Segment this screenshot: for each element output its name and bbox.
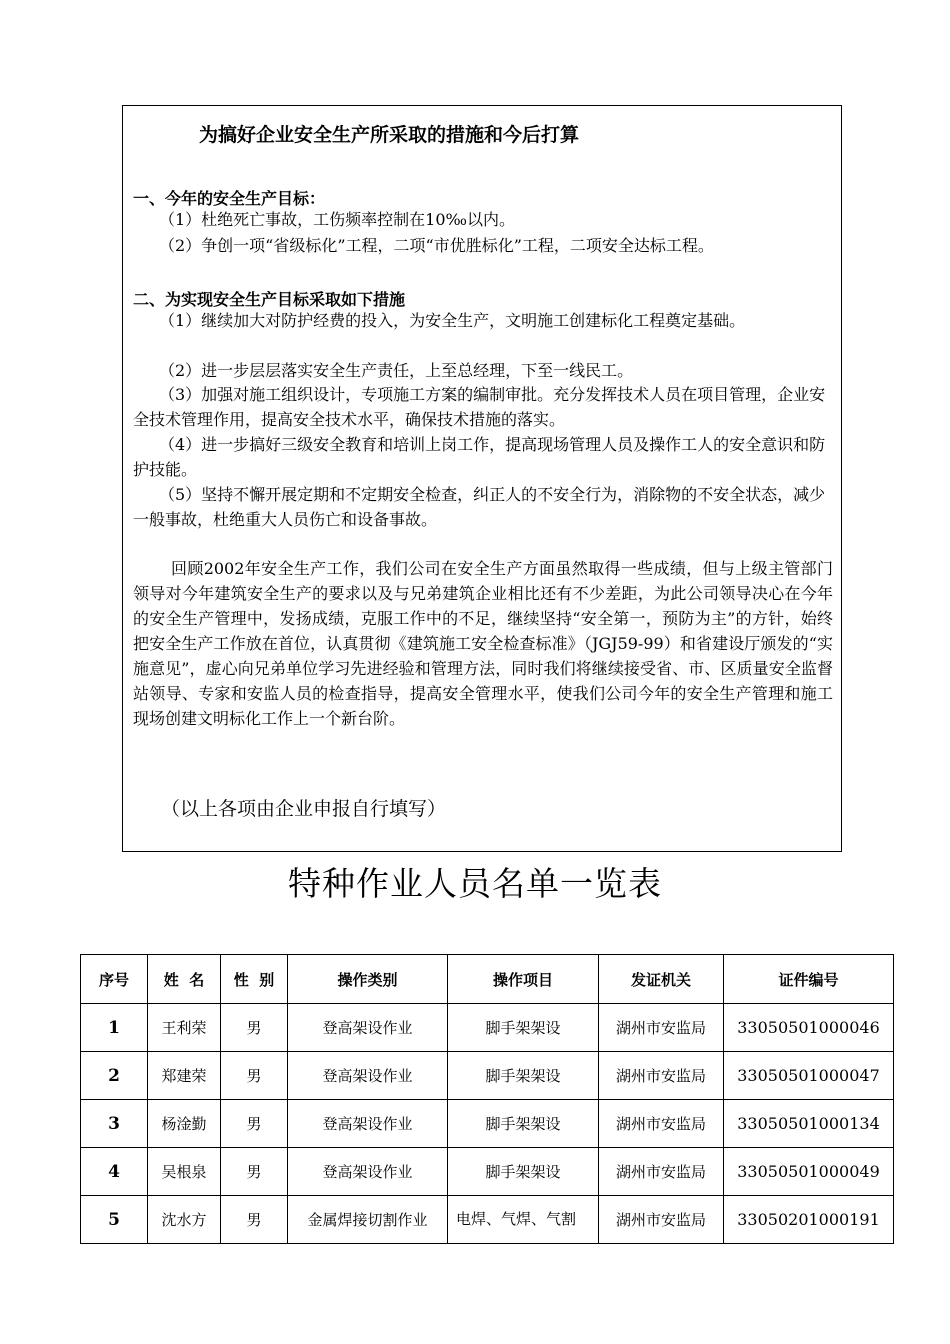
header-operation-item: 操作项目 xyxy=(448,955,599,1004)
row-issuing-authority: 湖州市安监局 xyxy=(599,1052,724,1100)
section1-heading: 一、今年的安全生产目标： xyxy=(133,189,326,208)
row-operation-item: 脚手架架设 xyxy=(448,1148,599,1196)
row-certificate-number: 33050501000047 xyxy=(724,1052,894,1100)
row-index: 3 xyxy=(81,1100,148,1148)
header-issuing-authority: 发证机关 xyxy=(599,955,724,1004)
header-operation-category: 操作类别 xyxy=(288,955,448,1004)
row-name: 杨淦勤 xyxy=(148,1100,221,1148)
row-index: 1 xyxy=(81,1004,148,1052)
fill-note: （以上各项由企业申报自行填写） xyxy=(161,798,447,820)
row-issuing-authority: 湖州市安监局 xyxy=(599,1196,724,1244)
section1-item-1: （1）杜绝死亡事故，工伤频率控制在10‰以内。 xyxy=(159,210,516,229)
table-row xyxy=(81,1148,894,1196)
row-gender: 男 xyxy=(221,1100,288,1148)
row-operation-item: 脚手架架设 xyxy=(448,1052,599,1100)
row-operation-item: 脚手架架设 xyxy=(448,1004,599,1052)
row-operation-category: 金属焊接切割作业 xyxy=(288,1196,448,1244)
row-name: 王利荣 xyxy=(148,1004,221,1052)
row-name: 吴根泉 xyxy=(148,1148,221,1196)
section2-heading: 二、为实现安全生产目标采取如下措施 xyxy=(133,290,406,309)
section2-item-3: （3）加强对施工组织设计，专项施工方案的编制审批。充分发挥技术人员在项目管理，企业安全技术管理作用，提高安全技术水平，确保技术措施的落实。 xyxy=(133,385,826,429)
section2-item-4: （4）进一步搞好三级安全教育和培训上岗工作，提高现场管理人员及操作工人的安全意识和防护技能。 xyxy=(133,435,826,479)
row-certificate-number: 33050201000191 xyxy=(724,1196,894,1244)
row-gender: 男 xyxy=(221,1004,288,1052)
row-certificate-number: 33050501000049 xyxy=(724,1148,894,1196)
row-operation-category: 登高架设作业 xyxy=(288,1148,448,1196)
row-operation-category: 登高架设作业 xyxy=(288,1100,448,1148)
section2-item-1: （1）继续加大对防护经费的投入，为安全生产，文明施工创建标化工程奠定基础。 xyxy=(159,311,746,330)
row-name: 郑建荣 xyxy=(148,1052,221,1100)
row-issuing-authority: 湖州市安监局 xyxy=(599,1004,724,1052)
row-gender: 男 xyxy=(221,1052,288,1100)
row-gender: 男 xyxy=(221,1148,288,1196)
safety-measures-box xyxy=(122,105,842,852)
review-paragraph: 回顾2002年安全生产工作，我们公司在安全生产方面虽然取得一些成绩，但与上级主管部门领导对今年建筑安全生产的要求以及与兄弟建筑企业相比还有不少差距，为此公司领导决心在今年的安全生产管理中，发扬成绩，克服工作中的不足，继续坚持“安全第一，预防为主”的方针，始终把安全生产工作放在首位，认真贯彻《建筑施工安全检查标准》（JGJ59-99）和省建设厅颁发的“实施意见”，虚心向兄弟单位学习先进经验和管理方法，同时我们将继续接受省、市、区质量安全监督站领导、专家和安监人员的检查指导，提高安全管理水平，使我们公司今年的安全生产管理和施工现场创建文明标化工作上一个新台阶。 xyxy=(133,559,833,728)
row-gender: 男 xyxy=(221,1196,288,1244)
table-row xyxy=(81,1004,894,1052)
table-header-row xyxy=(81,955,894,1004)
row-operation-category: 登高架设作业 xyxy=(288,1004,448,1052)
row-index: 5 xyxy=(81,1196,148,1244)
header-gender: 性 别 xyxy=(221,955,288,1004)
row-index: 4 xyxy=(81,1148,148,1196)
row-issuing-authority: 湖州市安监局 xyxy=(599,1148,724,1196)
box-title: 为搞好企业安全生产所采取的措施和今后打算 xyxy=(199,124,580,146)
personnel-table xyxy=(80,954,894,1244)
row-operation-category: 登高架设作业 xyxy=(288,1052,448,1100)
row-certificate-number: 33050501000134 xyxy=(724,1100,894,1148)
header-certificate-number: 证件编号 xyxy=(724,955,894,1004)
row-issuing-authority: 湖州市安监局 xyxy=(599,1100,724,1148)
row-name: 沈水方 xyxy=(148,1196,221,1244)
table-row xyxy=(81,1100,894,1148)
row-operation-item: 电焊、气焊、气割 xyxy=(448,1196,599,1244)
header-name: 姓 名 xyxy=(148,955,221,1004)
table-row xyxy=(81,1052,894,1100)
section2-item-5: （5）坚持不懈开展定期和不定期安全检查，纠正人的不安全行为，消除物的不安全状态，减少一般事故，杜绝重大人员伤亡和设备事故。 xyxy=(133,485,826,529)
table-title: 特种作业人员名单一览表 xyxy=(288,864,662,903)
section2-item-2: （2）进一步层层落实安全生产责任，上至总经理，下至一线民工。 xyxy=(159,361,634,380)
row-operation-item: 脚手架架设 xyxy=(448,1100,599,1148)
header-index: 序号 xyxy=(81,955,148,1004)
section1-item-2: （2）争创一项“省级标化”工程，二项“市优胜标化”工程，二项安全达标工程。 xyxy=(159,236,714,255)
row-certificate-number: 33050501000046 xyxy=(724,1004,894,1052)
table-row xyxy=(81,1196,894,1244)
row-index: 2 xyxy=(81,1052,148,1100)
